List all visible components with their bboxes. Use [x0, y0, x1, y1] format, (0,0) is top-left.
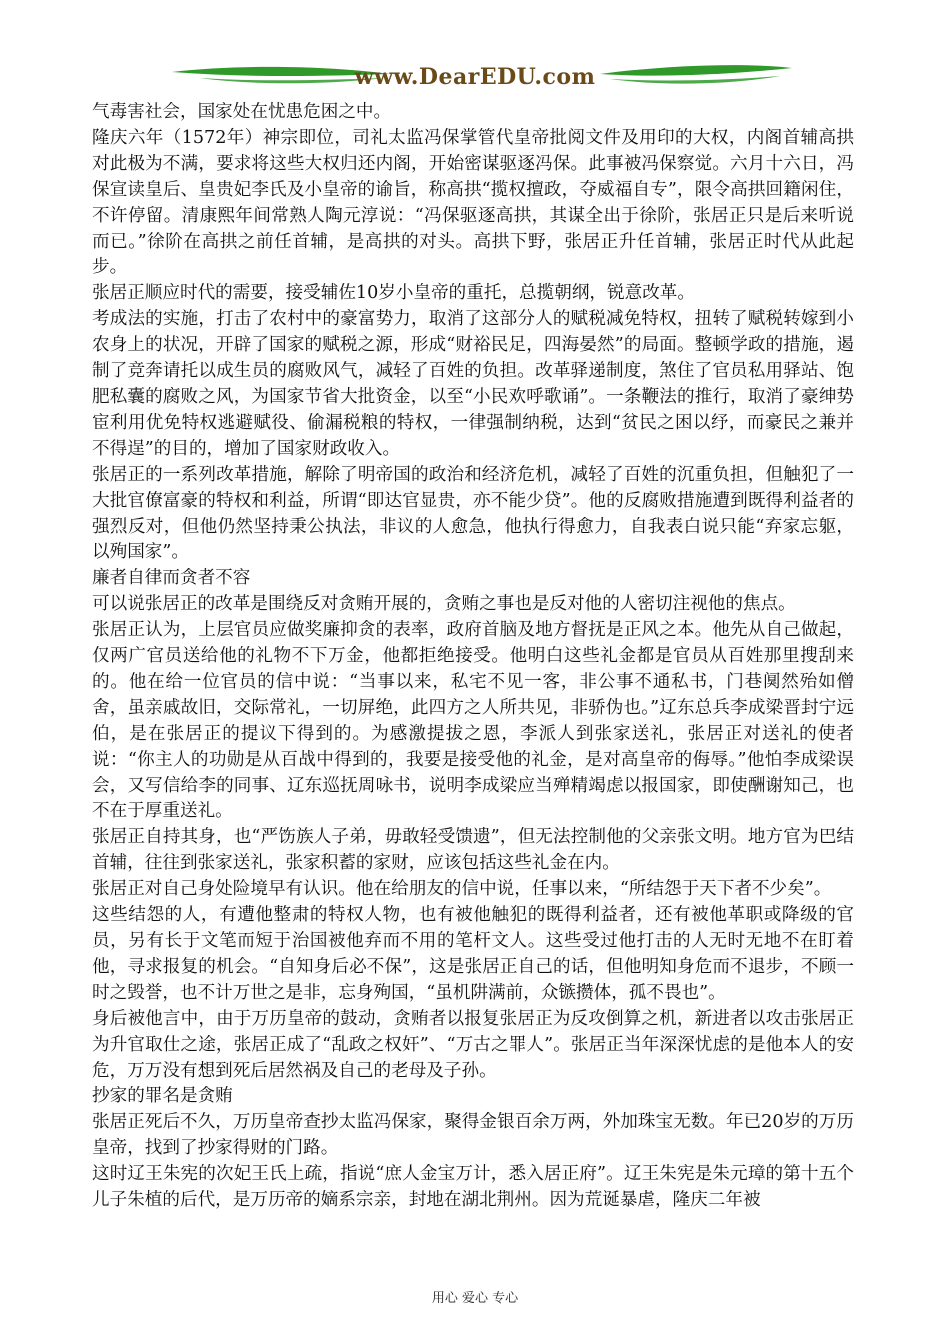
paragraph: 张居正死后不久，万历皇帝查抄太监冯保家，聚得金银百余万两，外加珠宝无数。年已20岁的万历皇帝，找到了抄家得财的门路。	[92, 1112, 854, 1159]
section-heading: 廉者自律而贪者不容	[92, 568, 251, 589]
page-footer: 用心 爱心 专心	[431, 1291, 519, 1306]
paragraph: 可以说张居正的改革是围绕反对贪贿开展的，贪贿之事也是反对他的人密切注视他的焦点。	[92, 594, 796, 615]
site-logo-text: www.DearEDU.com	[354, 64, 596, 90]
paragraph: 气毒害社会，国家处在忧患危困之中。	[92, 102, 392, 122]
paragraph: 这些结怨的人，有遭他整肃的特权人物，也有被他触犯的既得利益者，还有被他革职或降级的官员，另有长于文笔而短于治国被他弃而不用的笔杆文人。这些受过他打击的人无时无地不在盯着他，寻求报复的机会。“自知身后必不保”，这是张居正自己的话，但他明知身危而不退步，不顾一时之毁誉，也不计万世之是非，忘身殉国，“虽机阱满前，众镞攒体，孤不畏也”。	[92, 905, 854, 1003]
paragraph: 这时辽王朱宪的次妃王氏上疏，指说“庶人金宝万计，悉入居正府”。辽王朱宪是朱元璋的第十五个儿子朱植的后代，是万历帝的嫡系宗亲，封地在湖北荆州。因为荒诞暴虐，隆庆二年被	[92, 1164, 854, 1211]
site-header	[0, 52, 950, 100]
paragraph: 隆庆六年（1572年）神宗即位，司礼太监冯保掌管代皇帝批阅文件及用印的大权，内阁首辅高拱对此极为不满，要求将这些大权归还内阁，开始密谋驱逐冯保。此事被冯保察觉。六月十六日，冯保宣读皇后、皇贵妃李氏及小皇帝的谕旨，称高拱“揽权擅政，夺威福自专”，限令高拱回籍闲住，不许停留。清康熙年间常熟人陶元淳说：“冯保驱逐高拱，其谋全出于徐阶，张居正只是后来听说而已。”徐阶在高拱之前任首辅，是高拱的对头。高拱下野，张居正升任首辅，张居正时代从此起步。	[92, 127, 854, 278]
paragraph: 张居正自持其身，也“严饬族人子弟，毋敢轻受馈遗”，但无法控制他的父亲张文明。地方官为巴结首辅，往往到张家送礼，张家积蓄的家财，应该包括这些礼金在内。	[92, 827, 854, 874]
paragraph: 身后被他言中，由于万历皇帝的鼓动，贪贿者以报复张居正为反攻倒算之机，新进者以攻击张居正为升官取仕之途，张居正成了“乱政之权奸”、“万古之罪人”。张居正当年深深忧虑的是他本人的安危，万万没有想到死后居然祸及自己的老母及子孙。	[92, 1008, 854, 1081]
article-body	[92, 100, 854, 1214]
paragraph: 张居正顺应时代的需要，接受辅佐10岁小皇帝的重托，总揽朝纲，锐意改革。	[92, 283, 695, 304]
paragraph: 考成法的实施，打击了农村中的豪富势力，取消了这部分人的赋税减免特权，扭转了赋税转嫁到小农身上的状况，开辟了国家的赋税之源，形成“财裕民足，四海晏然”的局面。整顿学政的措施，遏制了竞奔请托以成生员的腐败风气，减轻了百姓的负担。改革驿递制度，煞住了官员私用驿站、饱肥私囊的腐败之风，为国家节省大批资金，以至“小民欢呼歌诵”。一条鞭法的推行，取消了豪绅势宦利用优免特权逃避赋役、偷漏税粮的特权，一律强制纳税，达到“贫民之困以纾，而豪民之兼并不得逞”的目的，增加了国家财政收入。	[92, 309, 854, 459]
paragraph: 张居正对自己身处险境早有认识。他在给朋友的信中说，任事以来，“所结怨于天下者不少矣”。	[92, 879, 832, 900]
paragraph: 张居正认为，上层官员应做奖廉抑贪的表率，政府首脑及地方督抚是正风之本。他先从自己做起，仅两广官员送给他的礼物不下万金，他都拒绝接受。他明白这些礼金都是官员从百姓那里搜刮来的。他在给一位官员的信中说：“当事以来，私宅不见一客，非公事不通私书，门巷阒然殆如僧舍，虽亲戚故旧，交际常礼，一切屏绝，此四方之人所共见，非骄伪也。”辽东总兵李成梁晋封宁远伯，是在张居正的提议下得到的。为感激提拔之恩，李派人到张家送礼，张居正对送礼的使者说：“你主人的功勋是从百战中得到的，我要是接受他的礼金，是对高皇帝的侮辱。”他怕李成梁误会，又写信给李的同事、辽东巡抚周咏书，说明李成梁应当殚精竭虑以报国家，即使酬谢知己，也不在于厚重送礼。	[92, 620, 854, 822]
section-heading: 抄家的罪名是贪贿	[92, 1086, 233, 1107]
paragraph: 张居正的一系列改革措施，解除了明帝国的政治和经济危机，减轻了百姓的沉重负担，但触犯了一大批官僚富豪的特权和利益，所谓“即达官显贵，亦不能少贷”。他的反腐败措施遭到既得利益者的强烈反对，但他仍然坚持秉公执法，非议的人愈急，他执行得愈力，自我表白说只能“弃家忘躯，以殉国家”。	[92, 464, 854, 563]
